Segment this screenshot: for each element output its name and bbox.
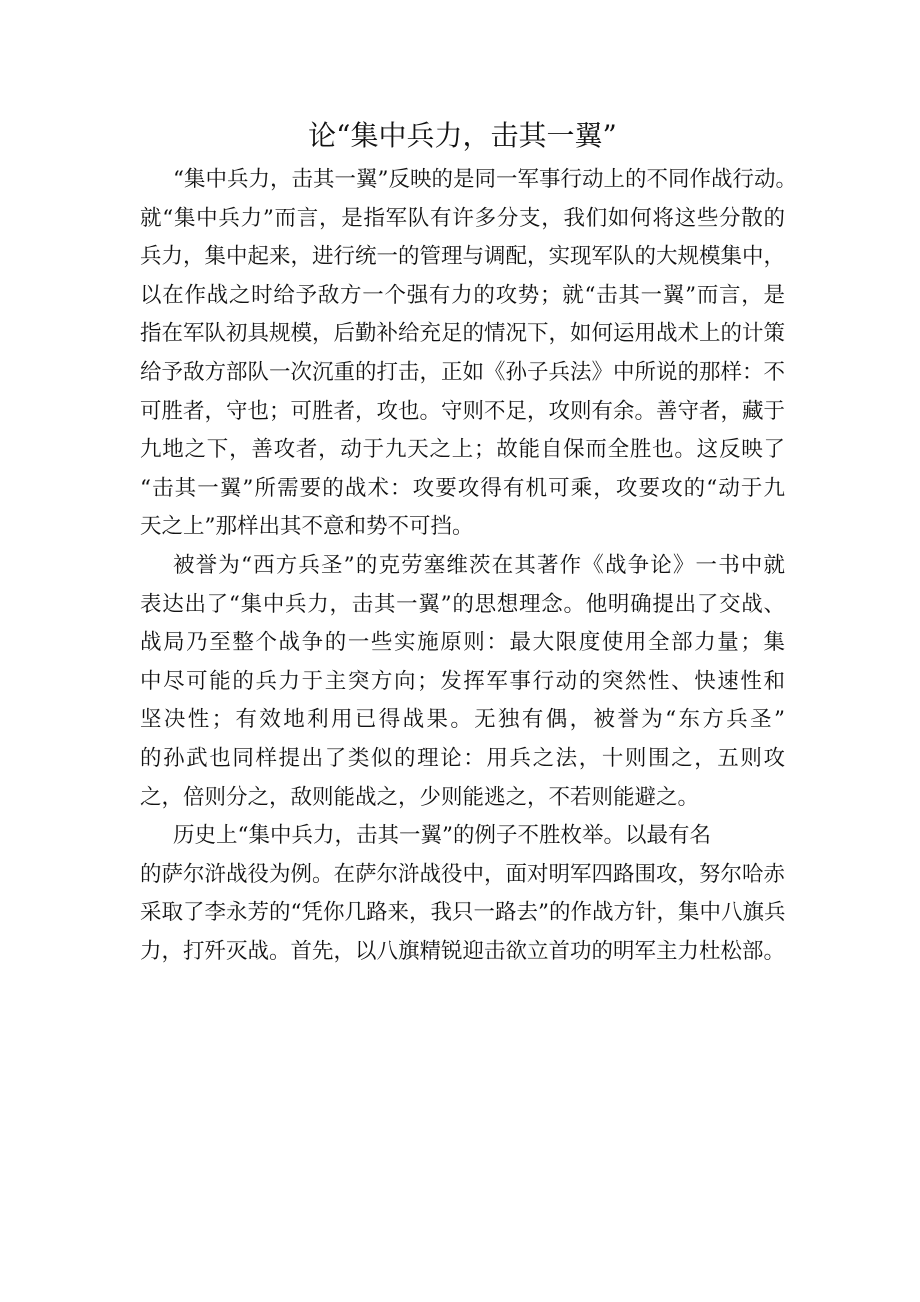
paragraph-line: 九地之下，善攻者，动于九天之上；故能自保而全胜也。这反映了 [140,437,785,463]
paragraph-3 [140,817,785,971]
paragraph-line: 战局乃至整个战争的一些实施原则：最大限度使用全部力量；集 [140,630,785,656]
paragraph-line: 的萨尔浒战役为例。在萨尔浒战役中，面对明军四路围攻，努尔哈赤 [140,861,786,887]
document-page [140,112,797,971]
paragraph-line: 历史上“集中兵力，击其一翼”的例子不胜枚举。以最有名 [173,823,711,849]
paragraph-line: 给予敌方部队一次沉重的打击，正如《孙子兵法》中所说的那样：不 [140,359,786,385]
paragraph-line: 指在军队初具规模，后勤补给充足的情况下，如何运用战术上的计策 [140,321,786,347]
paragraph-line: 的孙武也同样提出了类似的理论：用兵之法，十则围之，五则攻 [140,745,785,771]
paragraph-line: 可胜者，守也；可胜者，攻也。守则不足，攻则有余。善守者，藏于 [140,398,786,424]
paragraph-line: 力，打歼灭战。首先，以八旗精锐迎击欲立首功的明军主力杜松部。 [140,938,786,964]
paragraph-line: “集中兵力，击其一翼”反映的是同一军事行动上的不同作战行动。 [173,167,797,192]
paragraph-line: 坚决性；有效地利用已得战果。无独有偶，被誉为“东方兵圣” [140,707,785,733]
paragraph-line: “击其一翼”所需要的战术：攻要攻得有机可乘，攻要攻的“动于九 [140,475,785,501]
paragraph-line: 以在作战之时给予敌方一个强有力的攻势；就“击其一翼”而言，是 [140,282,785,308]
paragraph-line: 被誉为“西方兵圣”的克劳塞维茨在其著作《战争论》一书中就 [173,552,785,578]
paragraph-line: 就“集中兵力”而言，是指军队有许多分支，我们如何将这些分散的 [140,205,785,231]
paragraph-line: 中尽可能的兵力于主突方向；发挥军事行动的突然性、快速性和 [140,668,785,694]
paragraph-line: 之，倍则分之，敌则能战之，少则能逃之，不若则能避之。 [140,784,700,810]
paragraph-line: 采取了李永芳的“凭你几路来，我只一路去”的作战方针，集中八旗兵 [140,900,786,926]
document-body [140,161,797,971]
paragraph-line: 天之上”那样出其不意和势不可挡。 [140,514,474,540]
paragraph-1 [140,161,797,547]
paragraph-line: 表达出了“集中兵力，击其一翼”的思想理念。他明确提出了交战、 [140,591,785,617]
paragraph-line: 兵力，集中起来，进行统一的管理与调配，实现军队的大规模集中， [140,244,786,270]
document-title: 论“集中兵力，击其一翼” [308,119,617,152]
paragraph-2 [140,547,785,817]
